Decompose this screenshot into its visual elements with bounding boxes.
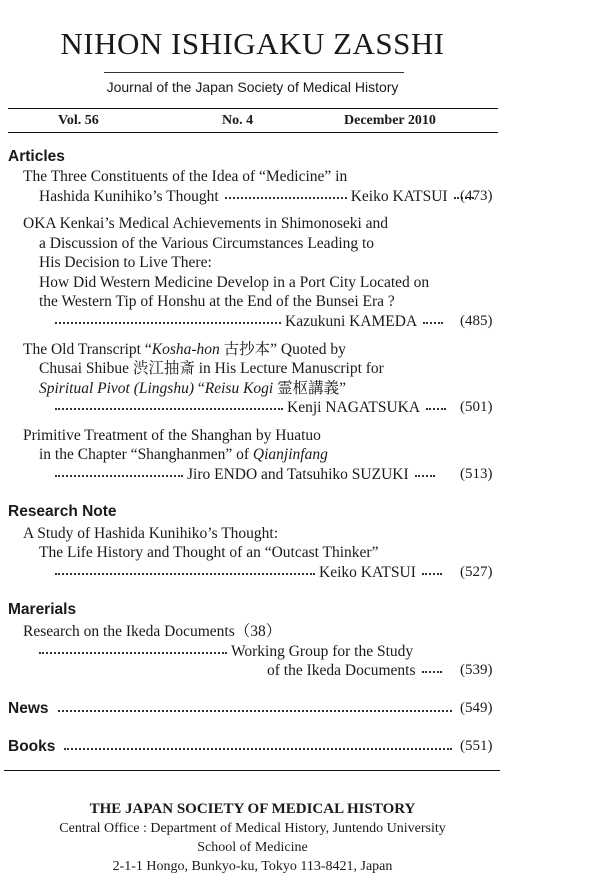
article-author: Jiro ENDO and Tatsuhiko SUZUKI bbox=[187, 466, 409, 483]
article-title-line: Spiritual Pivot (Lingshu) “Reisu Kogi 霊枢講義” bbox=[39, 380, 346, 397]
article-author-line bbox=[55, 465, 439, 485]
section-heading-books: Books bbox=[8, 738, 56, 755]
materials-title: Research on the Ikeda Documents（38） bbox=[23, 623, 282, 640]
divider bbox=[104, 72, 404, 73]
article-author-line bbox=[55, 398, 450, 418]
society-name: THE JAPAN SOCIETY OF MEDICAL HISTORY bbox=[89, 801, 416, 817]
office-address: Central Office : Department of Medical History, Juntendo University bbox=[59, 821, 446, 836]
section-heading-articles: Articles bbox=[8, 148, 65, 165]
page-number: (501) bbox=[460, 399, 493, 415]
volume: Vol. 56 bbox=[58, 113, 99, 128]
issue-date: December 2010 bbox=[344, 113, 436, 128]
article-title-line: in the Chapter “Shanghanmen” of Qianjinfang bbox=[39, 446, 328, 463]
materials-author: Working Group for the Study bbox=[231, 643, 414, 660]
article-title-line: Primitive Treatment of the Shanghan by Huatuo bbox=[23, 427, 321, 444]
article-title-line: Hashida Kunihiko’s Thought Keiko KATSUI bbox=[39, 187, 478, 207]
leader-dots bbox=[58, 710, 452, 712]
article-title-line: His Decision to Live There: bbox=[39, 254, 212, 271]
note-author-line bbox=[55, 563, 446, 583]
school-name: School of Medicine bbox=[197, 840, 308, 855]
section-heading-materials: Marerials bbox=[8, 601, 77, 618]
article-author-line bbox=[55, 312, 447, 332]
page-number: (513) bbox=[460, 466, 493, 482]
article-author: Kenji NAGATSUKA bbox=[287, 399, 421, 416]
article-author: Keiko KATSUI bbox=[350, 188, 448, 205]
article-title-line: The Three Constituents of the Idea of “Medicine” in bbox=[23, 168, 348, 185]
note-author: Keiko KATSUI bbox=[319, 564, 416, 581]
article-title-line: The Old Transcript “Kosha-hon 古抄本” Quoted by bbox=[23, 341, 346, 358]
divider bbox=[4, 770, 500, 771]
page-number: (551) bbox=[460, 738, 493, 754]
article-title-line: How Did Western Medicine Develop in a Port City Located on bbox=[39, 274, 430, 291]
page-number: (473) bbox=[460, 188, 493, 204]
divider bbox=[8, 132, 498, 133]
materials-author-line: of the Ikeda Documents bbox=[267, 661, 446, 681]
materials-author-line bbox=[39, 642, 413, 662]
article-title-line: OKA Kenkai’s Medical Achievements in Shimonoseki and bbox=[23, 215, 389, 232]
note-title-line: The Life History and Thought of an “Outcast Thinker” bbox=[39, 544, 379, 561]
article-title-line: Chusai Shibue 渋江抽斎 in His Lecture Manuscript for bbox=[39, 360, 384, 377]
leader-dots bbox=[64, 748, 452, 750]
page-number: (527) bbox=[460, 564, 493, 580]
section-heading-research-note: Research Note bbox=[8, 503, 117, 520]
issue-number: No. 4 bbox=[222, 113, 254, 128]
page-number: (539) bbox=[460, 662, 493, 678]
divider bbox=[8, 108, 498, 109]
article-author: Kazukuni KAMEDA bbox=[285, 313, 418, 330]
page-number: (549) bbox=[460, 700, 493, 716]
journal-title: NIHON ISHIGAKU ZASSHI bbox=[60, 26, 445, 61]
journal-subtitle: Journal of the Japan Society of Medical History bbox=[106, 79, 399, 95]
article-title-line: a Discussion of the Various Circumstances Leading to bbox=[39, 235, 375, 252]
postal-address: 2-1-1 Hongo, Bunkyo-ku, Tokyo 113-8421, Japan bbox=[112, 859, 393, 874]
article-title-line: the Western Tip of Honshu at the End of the Bunsei Era ? bbox=[39, 293, 395, 310]
note-title-line: A Study of Hashida Kunihiko’s Thought: bbox=[23, 525, 279, 542]
section-heading-news: News bbox=[8, 700, 49, 717]
page-number: (485) bbox=[460, 313, 493, 329]
